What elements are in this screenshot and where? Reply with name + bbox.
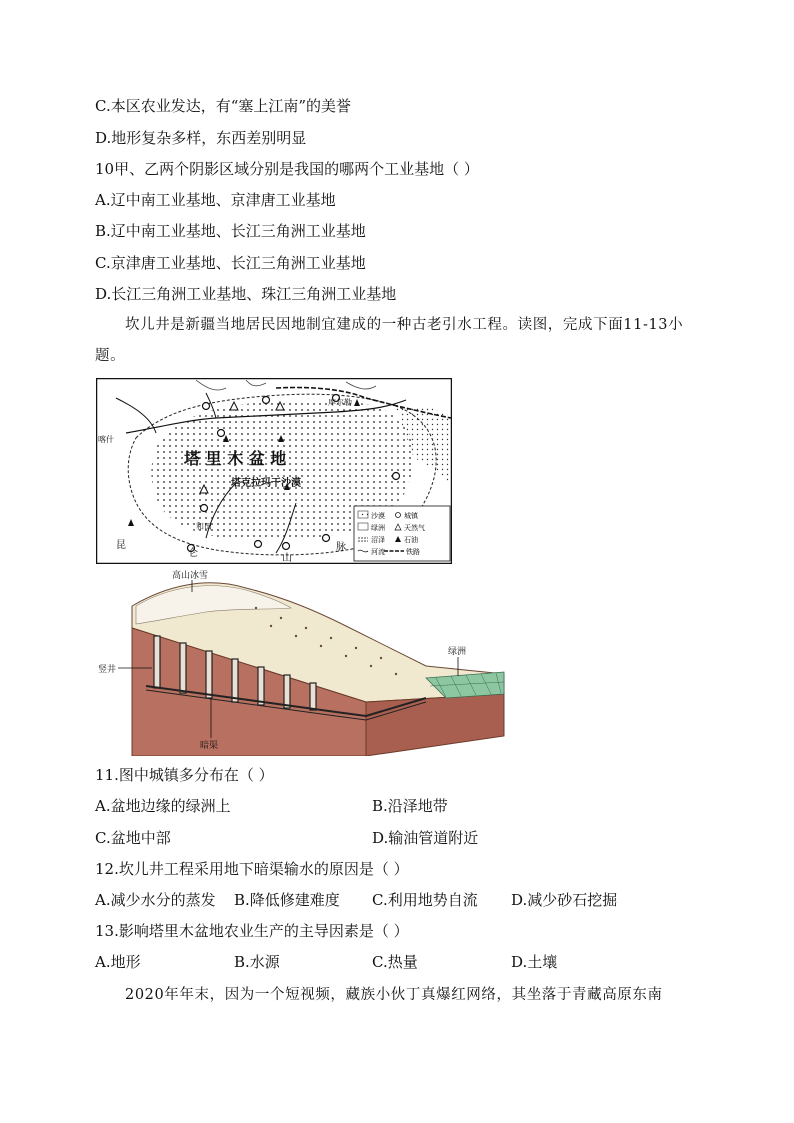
mountain-char-4: 脉 bbox=[336, 542, 346, 553]
town-marker bbox=[393, 473, 400, 480]
shaft-label: 竖井 bbox=[98, 665, 117, 675]
town-marker bbox=[255, 541, 262, 548]
channel-label: 暗渠 bbox=[200, 741, 219, 751]
q13-stem: 13.影响塔里木盆地农业生产的主导因素是（ ） bbox=[95, 922, 409, 940]
korla-label: 库尔勒 bbox=[328, 398, 352, 407]
snow-label: 高山冰雪 bbox=[172, 571, 209, 581]
q10-option-a: A.辽中南工业基地、京津唐工业基地 bbox=[95, 191, 336, 209]
q13-option-d: D.土壤 bbox=[511, 953, 558, 971]
legend-rail: 铁路 bbox=[406, 548, 420, 556]
q12-option-a: A.减少水分的蒸发 bbox=[95, 891, 216, 909]
next-paragraph bbox=[95, 980, 705, 1011]
town-marker bbox=[201, 505, 208, 512]
karez-diagram bbox=[96, 566, 516, 756]
legend-river: 河流 bbox=[371, 548, 385, 556]
legend-sand: 沙漠 bbox=[371, 512, 385, 520]
mountain-char-1: 昆 bbox=[116, 540, 126, 551]
legend-marsh: 沼泽 bbox=[371, 536, 385, 544]
legend-town: 城镇 bbox=[404, 512, 418, 520]
intro-text: 坎儿井是新疆当地居民因地制宜建成的一种古老引水工程。读图，完成下面11-13小题。 bbox=[95, 317, 684, 364]
mountain-char-2: 仑 bbox=[188, 548, 198, 559]
q10-stem: 10甲、乙两个阴影区域分别是我国的哪两个工业基地（ ） bbox=[95, 160, 479, 178]
q12-option-b: B.降低修建难度 bbox=[234, 891, 340, 909]
legend-oasis: 绿洲 bbox=[371, 524, 385, 532]
q10-option-b: B.辽中南工业基地、长江三角洲工业基地 bbox=[95, 222, 366, 240]
town-marker bbox=[263, 397, 270, 404]
town-marker bbox=[203, 403, 210, 410]
kashgar-label: 喀什 bbox=[98, 435, 114, 444]
q11-option-d: D.输油管道附近 bbox=[372, 829, 479, 847]
legend-oil: 石油 bbox=[404, 536, 418, 544]
map-legend bbox=[354, 506, 450, 561]
q13-option-c: C.热量 bbox=[372, 953, 418, 971]
desert-label: 塔克拉玛干沙漠 bbox=[231, 478, 301, 489]
town-marker bbox=[323, 535, 330, 542]
town-marker bbox=[218, 430, 225, 437]
q10-option-d: D.长江三角洲工业基地、珠江三角洲工业基地 bbox=[95, 285, 397, 303]
mountain-char-3: 山 bbox=[282, 553, 292, 564]
q13-option-a: A.地形 bbox=[95, 953, 141, 971]
hotan-label: 和田 bbox=[196, 522, 212, 531]
q9-option-d: D.地形复杂多样，东西差别明显 bbox=[95, 129, 307, 147]
q12-stem: 12.坎儿井工程采用地下暗渠输水的原因是（ ） bbox=[95, 860, 409, 878]
cross-section-right bbox=[366, 694, 504, 756]
q11-option-b: B.沿泽地带 bbox=[372, 797, 448, 815]
basin-title: 塔 里 木 盆 地 bbox=[184, 449, 287, 468]
q11-stem: 11.图中城镇多分布在（ ） bbox=[95, 766, 274, 784]
town-marker bbox=[283, 543, 290, 550]
legend-gas: 天然气 bbox=[404, 524, 425, 532]
q12-option-c: C.利用地势自流 bbox=[372, 891, 478, 909]
q11-option-c: C.盆地中部 bbox=[95, 829, 171, 847]
q12-option-d: D.减少砂石挖掘 bbox=[511, 891, 618, 909]
tarim-basin-map bbox=[96, 378, 452, 564]
next-paragraph-text: 2020年年末，因为一个短视频，藏族小伙丁真爆红网络，其坐落于青藏高原东南 bbox=[125, 987, 663, 1003]
q9-option-c: C.本区农业发达，有“塞上江南”的美誉 bbox=[95, 97, 352, 115]
q10-option-c: C.京津唐工业基地、长江三角洲工业基地 bbox=[95, 254, 366, 272]
q13-option-b: B.水源 bbox=[234, 953, 280, 971]
oasis-label: 绿洲 bbox=[448, 647, 467, 657]
q11-option-a: A.盆地边缘的绿洲上 bbox=[95, 797, 231, 815]
intro-paragraph bbox=[95, 310, 705, 372]
